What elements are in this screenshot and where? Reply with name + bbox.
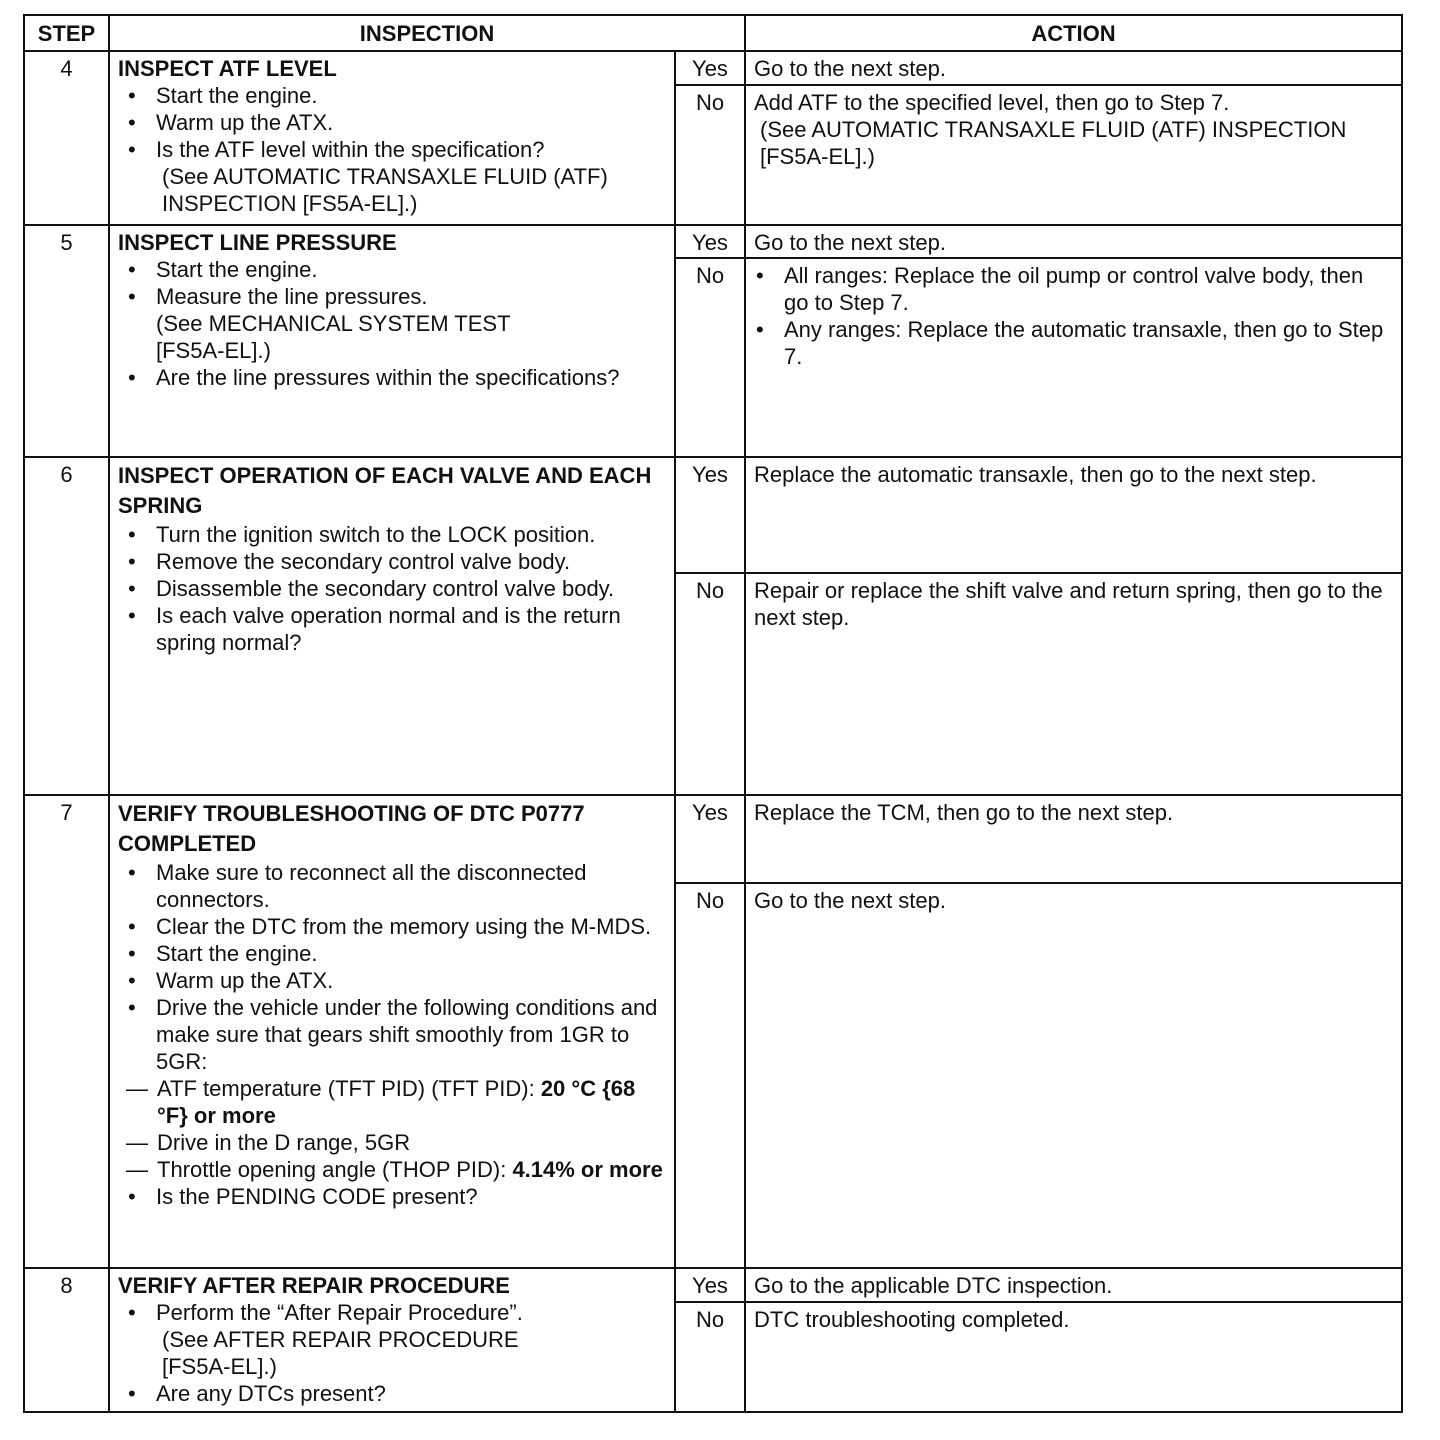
condition-text: ATF temperature (TFT PID) (TFT PID): [157, 1076, 541, 1101]
yes-action: Go to the applicable DTC inspection. [745, 1268, 1402, 1302]
list-item: • Warm up the ATX. [118, 967, 668, 994]
condition-item [126, 1129, 668, 1156]
step-6-inspection [109, 457, 675, 795]
list-item: • Warm up the ATX. [118, 109, 668, 136]
list-item [118, 1299, 668, 1380]
list-item: • Start the engine. [118, 940, 668, 967]
yes-label: Yes [675, 457, 745, 573]
list-item: • Are the line pressures within the specifications? [118, 364, 668, 391]
no-action [745, 258, 1402, 457]
no-action: Go to the next step. [745, 883, 1402, 1268]
header-row [24, 15, 1402, 51]
step-5-inspection [109, 225, 675, 457]
condition-item [126, 1075, 668, 1129]
step-7-inspection [109, 795, 675, 1268]
step-number: 4 [24, 51, 109, 225]
yes-label: Yes [675, 51, 745, 85]
step-items [118, 859, 668, 1210]
item-text: Is the ATF level within the specification? [156, 137, 545, 162]
list-item: • Any ranges: Replace the automatic transaxle, then go to Step 7. [746, 316, 1393, 370]
no-action [745, 85, 1402, 225]
condition-item [126, 1156, 668, 1183]
no-label: No [675, 85, 745, 225]
condition-spec: 4.14% or more [512, 1157, 663, 1182]
list-item: • Disassemble the secondary control valve body. [118, 575, 668, 602]
list-item: • Is the PENDING CODE present? [118, 1183, 668, 1210]
list-item [118, 994, 668, 1183]
yes-label: Yes [675, 1268, 745, 1302]
yes-label: Yes [675, 795, 745, 883]
condition-text: Drive in the D range, 5GR [157, 1130, 411, 1155]
no-action: DTC troubleshooting completed. [745, 1302, 1402, 1412]
reference-link[interactable]: (See MECHANICAL SYSTEM TEST [FS5A-EL].) [156, 311, 511, 363]
step-number: 8 [24, 1268, 109, 1412]
step-8-inspection [109, 1268, 675, 1412]
step-items [118, 256, 668, 391]
no-label: No [675, 883, 745, 1268]
header-step: STEP [24, 15, 109, 51]
step-title: VERIFY AFTER REPAIR PROCEDURE [118, 1273, 510, 1298]
step-6-yes-row [24, 457, 1402, 573]
item-text: Drive the vehicle under the following conditions and make sure that gears shift smoothly from 1GR to 5GR: [156, 995, 658, 1074]
header-inspection: INSPECTION [109, 15, 745, 51]
item-text: Perform the “After Repair Procedure”. [156, 1300, 523, 1325]
list-item: • Are any DTCs present? [118, 1380, 668, 1407]
list-item: • Start the engine. [118, 256, 668, 283]
step-7-yes-row [24, 795, 1402, 883]
yes-action: Go to the next step. [745, 51, 1402, 85]
yes-action: Replace the TCM, then go to the next step. [745, 795, 1402, 883]
step-items [118, 521, 668, 656]
step-items [118, 82, 668, 217]
no-label: No [675, 573, 745, 795]
list-item: • Make sure to reconnect all the disconnected connectors. [118, 859, 668, 913]
no-action: Repair or replace the shift valve and return spring, then go to the next step. [745, 573, 1402, 795]
list-item: • Clear the DTC from the memory using the M-MDS. [118, 913, 668, 940]
list-item [118, 136, 668, 217]
step-items [118, 1299, 668, 1407]
list-item: • Is each valve operation normal and is the return spring normal? [118, 602, 668, 656]
reference-link[interactable]: (See AFTER REPAIR PROCEDURE [FS5A-EL].) [162, 1327, 519, 1379]
yes-action: Replace the automatic transaxle, then go to the next step. [745, 457, 1402, 573]
list-item: • All ranges: Replace the oil pump or control valve body, then go to Step 7. [746, 262, 1393, 316]
action-items [746, 262, 1393, 370]
header-action: ACTION [745, 15, 1402, 51]
yes-label: Yes [675, 225, 745, 258]
no-label: No [675, 1302, 745, 1412]
action-text: Add ATF to the specified level, then go to Step 7. [754, 90, 1230, 115]
condition-text: Throttle opening angle (THOP PID): [157, 1157, 513, 1182]
list-item: • Turn the ignition switch to the LOCK position. [118, 521, 668, 548]
step-title: INSPECT ATF LEVEL [118, 56, 337, 81]
condition-list [126, 1075, 668, 1183]
list-item: • Remove the secondary control valve body. [118, 548, 668, 575]
yes-action: Go to the next step. [745, 225, 1402, 258]
step-title: INSPECT OPERATION OF EACH VALVE AND EACH SPRING [118, 463, 652, 518]
item-text: Measure the line pressures. [156, 284, 428, 309]
step-4-yes-row [24, 51, 1402, 85]
step-4-inspection [109, 51, 675, 225]
list-item [118, 283, 668, 364]
step-8-yes-row [24, 1268, 1402, 1302]
step-title: VERIFY TROUBLESHOOTING OF DTC P0777 COMPLETED [118, 801, 585, 856]
step-title: INSPECT LINE PRESSURE [118, 230, 397, 255]
list-item: • Start the engine. [118, 82, 668, 109]
no-label: No [675, 258, 745, 457]
reference-link[interactable]: (See AUTOMATIC TRANSAXLE FLUID (ATF) INSPECTION [FS5A-EL].) [162, 164, 608, 216]
reference-link[interactable]: (See AUTOMATIC TRANSAXLE FLUID (ATF) INSPECTION [FS5A-EL].) [760, 117, 1347, 169]
step-number: 6 [24, 457, 109, 795]
condition-spec: 20 °C {68 °F} or more [157, 1076, 636, 1128]
step-5-yes-row [24, 225, 1402, 258]
step-number: 7 [24, 795, 109, 1268]
troubleshooting-table [23, 14, 1403, 1413]
step-number: 5 [24, 225, 109, 457]
